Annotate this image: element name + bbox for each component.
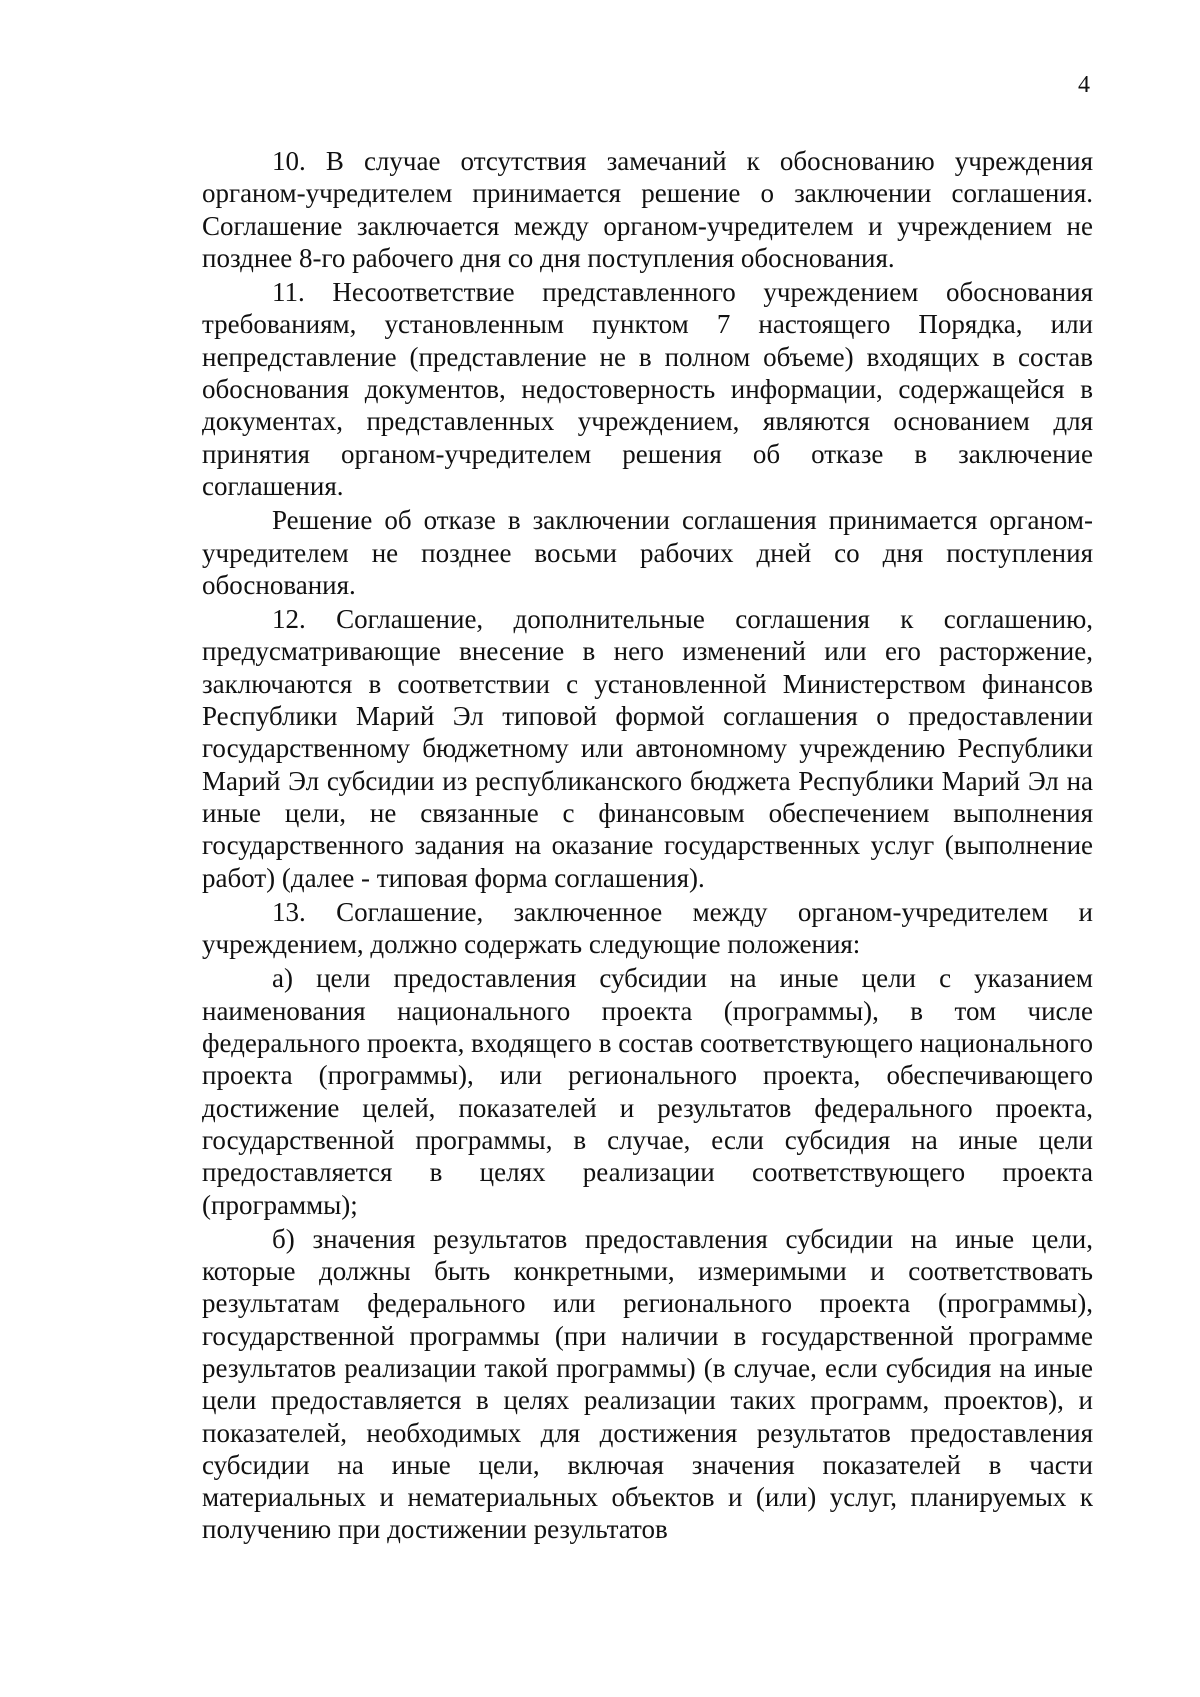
page-number: 4 — [1078, 72, 1090, 98]
paragraph-13: 13. Соглашение, заключенное между органом-учредителем и учреждением, должно содержать следующие положения: — [202, 896, 1093, 960]
paragraph-12: 12. Соглашение, дополнительные соглашения к соглашению, предусматривающие внесение в него изменений или его расторжение, заключаются в соответствии с установленной Министерством финансов Республики Марий Эл типовой формой соглашения о предоставлении государственному бюджетному или автономному учреждению Республики Марий Эл субсидии из республиканского бюджета Республики Марий Эл на иные цели, не связанные с финансовым обеспечением выполнения государственного задания на оказание государственных услуг (выполнение работ) (далее - типовая форма соглашения). — [202, 604, 1093, 893]
document-body — [202, 145, 1093, 1548]
paragraph-11: 11. Несоответствие представленного учреждением обоснования требованиям, установленным пунктом 7 настоящего Порядка, или непредставление (представление не в полном объеме) входящих в состав обоснования документов, недостоверность информации, содержащейся в документах, представленных учреждением, являются основанием для принятия органом-учредителем решения об отказе в заключение соглашения. — [202, 277, 1093, 501]
paragraph-13-b: б) значения результатов предоставления субсидии на иные цели, которые должны быть конкретными, измеримыми и соответствовать результатам федерального или регионального проекта (программы), государственной программы (при наличии в государственной программе результатов реализации такой программы) (в случае, если субсидия на иные цели предоставляется в целях реализации таких программ, проектов), и показателей, необходимых для достижения результатов предоставления субсидии на иные цели, включая значения показателей в части материальных и нематериальных объектов и (или) услуг, планируемых к получению при достижении результатов — [202, 1223, 1093, 1545]
paragraph-refusal-decision: Решение об отказе в заключении соглашения принимается органом-учредителем не позднее восьми рабочих дней со дня поступления обоснования. — [202, 505, 1093, 600]
paragraph-10: 10. В случае отсутствия замечаний к обоснованию учреждения органом-учредителем принимается решение о заключении соглашения. Соглашение заключается между органом-учредителем и учреждением не позднее 8-го рабочего дня со дня поступления обоснования. — [202, 146, 1093, 273]
paragraph-13-a: а) цели предоставления субсидии на иные цели с указанием наименования национального проекта (программы), в том числе федерального проекта, входящего в состав соответствующего национального проекта (программы), или регионального проекта, обеспечивающего достижение целей, показателей и результатов федерального проекта, государственной программы, в случае, если субсидия на иные цели предоставляется в целях реализации соответствующего проекта (программы); — [202, 963, 1093, 1220]
